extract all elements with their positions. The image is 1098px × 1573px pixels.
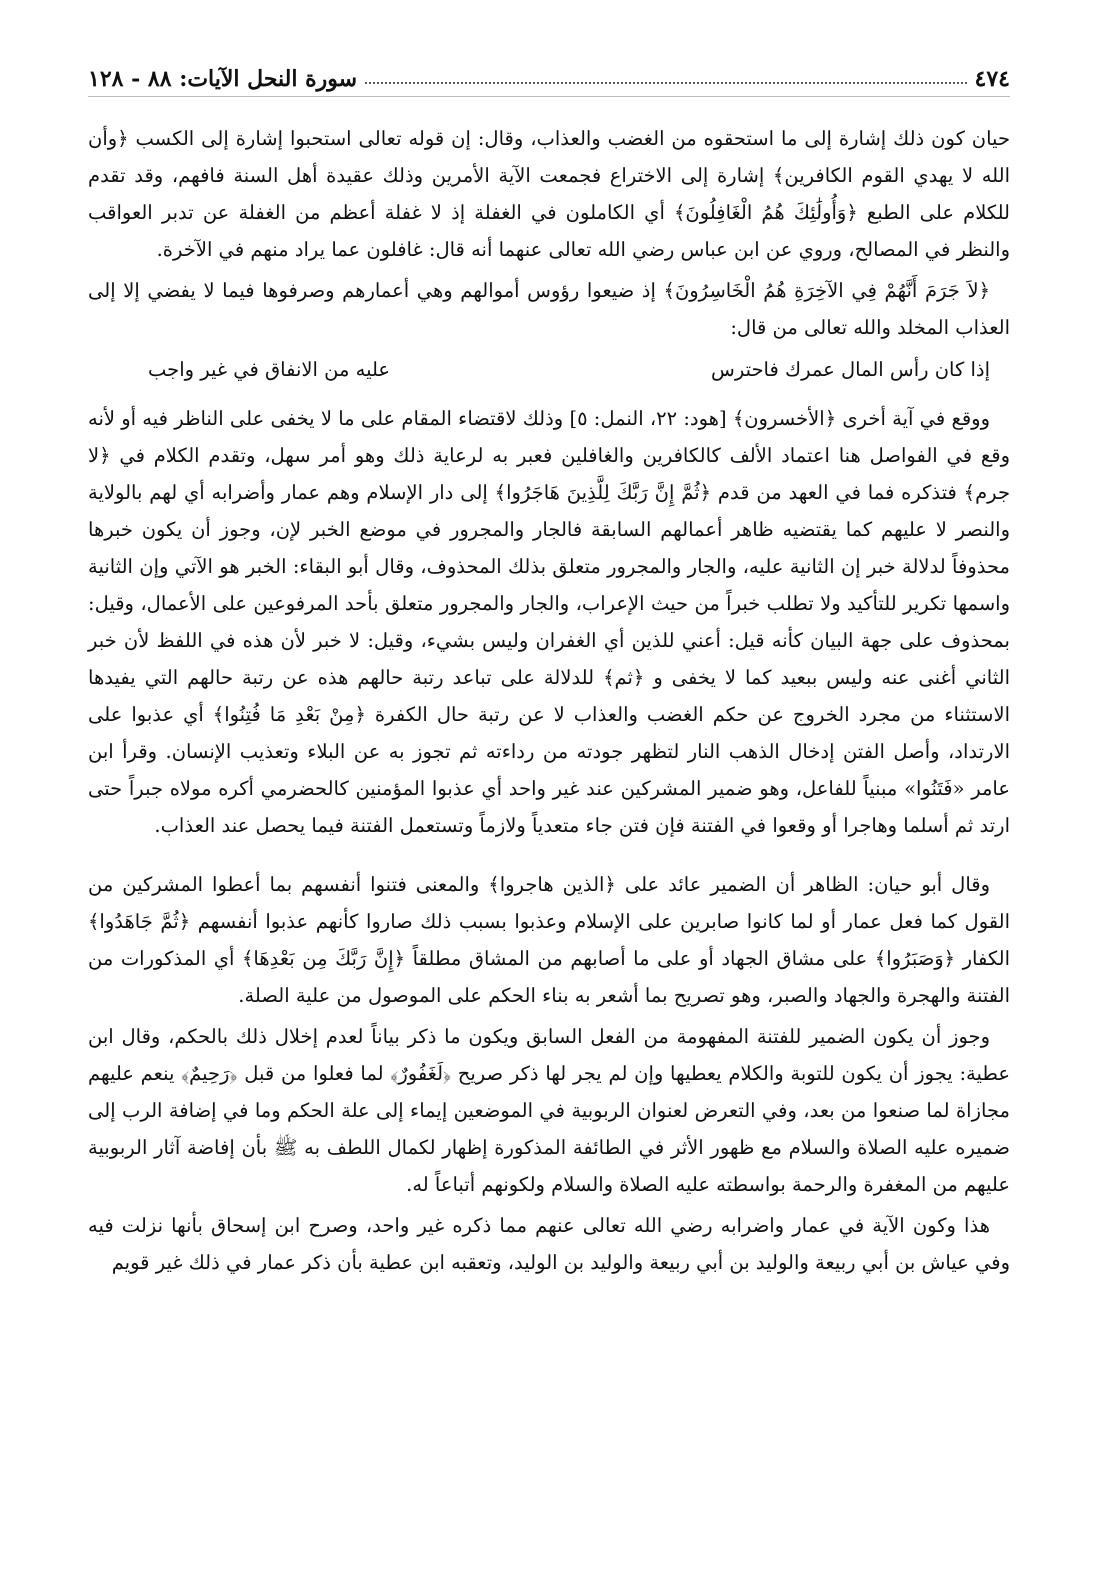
paragraph-1: حيان كون ذلك إشارة إلى ما استحقوه من الغضب والعذاب، وقال: إن قوله تعالى استحبوا إشارة إلى الكسب ﴿وأن الله لا يهدي القوم الكافرين﴾ إشارة إلى الاختراع فجمعت الآية الأمرين وذلك عقيدة أهل السنة فافهم، وقد تقدم للكلام على الطبع ﴿وَأُولَٰئِكَ هُمُ الْغَافِلُونَ﴾ أي الكاملون في الغفلة إذ لا غفلة أعظم من الغفلة عن تدبر العواقب والنظر في المصالح، وروي عن ابن عباس رضي الله تعالى عنهما أنه قال: غافلون عما يراد منهم في الآخرة. (88, 127, 1010, 261)
page-number: ٤٧٤ (974, 66, 1010, 92)
verse-second-hemistich: عليه من الانفاق في غير واجب (148, 358, 391, 381)
running-title: سورة النحل الآيات: ٨٨ - ١٢٨ (88, 66, 358, 92)
poetry-verse (148, 350, 990, 390)
page-body (88, 120, 1010, 1553)
page-header (88, 62, 1010, 97)
paragraph-3: ووقع في آية أخرى ﴿الأخسرون﴾ [هود: ٢٢، النمل: ٥] وذلك لاقتضاء المقام على ما لا يخفى على الناظر فيه أو لأنه وقع في الفواصل هنا اعتماد الألف كالكافرين والغافلين فعبر به لرعاية ذلك وهو أمر سهل، وتقدم الكلام في ﴿لا جرم﴾ فتذكره فما في العهد من قدم ﴿ثُمَّ إِنَّ رَبَّكَ لِلَّذِينَ هَاجَرُوا﴾ إلى دار الإسلام وهم عمار وأضرابه أي لهم بالولاية والنصر لا عليهم كما يقتضيه ظاهر أعمالهم السابقة فالجار والمجرور في موضع الخبر لإن، وجوز أن يكون خبرها محذوفاً لدلالة خبر إن الثانية عليه، والجار والمجرور متعلق بذلك المحذوف، وقال أبو البقاء: الخبر هو الآتي وإن الثانية واسمها تكرير للتأكيد ولا تطلب خبراً من حيث الإعراب، والجار والمجرور متعلق بأحد المرفوعين على الأعمال، وقيل: بمحذوف على جهة البيان كأنه قيل: أعني للذين أي الغفران وليس بشيء، وقيل: لا خبر لأن هذه في اللفظ لأن خبر الثاني أغنى عنه وليس ببعيد كما لا يخفى و ﴿ثم﴾ للدلالة على تباعد رتبة حالهم هذه عن رتبة حالهم التي يفيدها الاستثناء من مجرد الخروج عن حكم الغضب والعذاب لا عن رتبة حال الكفرة ﴿مِنْ بَعْدِ مَا فُتِنُوا﴾ أي عذبوا على الارتداد، وأصل الفتن إدخال الذهب النار لتظهر جودته من رداءته ثم تجوز به عن البلاء وتعذيب الإنسان. وقرأ ابن عامر «فَتَنُوا» مبنياً للفاعل، وهو ضمير المشركين عند غير واحد أي عذبوا المؤمنين كالحضرمي أكره مولاه جبراً حتى ارتد ثم أسلما وهاجرا أو وقعوا في الفتنة فإن فتن جاء متعدياً ولازماً وتستعمل الفتنة فيما يحصل عند العذاب. (88, 407, 1010, 837)
paragraph-5: وجوز أن يكون الضمير للفتنة المفهومة من الفعل السابق ويكون ما ذكر بياناً لعدم إخلال ذلك بالحكم، وقال ابن عطية: يجوز أن يكون للتوبة والكلام يعطيها وإن لم يجر لها ذكر صريح ﴿لَغَفُورٌ﴾ لما فعلوا من قبل ﴿رَحِيمٌ﴾ ينعم عليهم مجازاة لما صنعوا من بعد، وفي التعرض لعنوان الربوبية في الموضعين إيماء إلى علة الحكم وما في إضافة الرب إلى ضميره عليه الصلاة والسلام مع ظهور الأثر في الطائفة المذكورة إظهار لكمال اللطف به ﷺ بأن إفاضة آثار الربوبية عليهم من المغفرة والرحمة بواسطته عليه الصلاة والسلام ولكونهم أتباعاً له. (88, 1025, 1010, 1196)
paragraph-4: وقال أبو حيان: الظاهر أن الضمير عائد على ﴿الذين هاجروا﴾ والمعنى فتنوا أنفسهم بما أعطوا المشركين من القول كما فعل عمار أو لما كانوا صابرين على الإسلام وعذبوا بسبب ذلك صاروا كأنهم عذبوا أنفسهم ﴿ثُمَّ جَاهَدُوا﴾ الكفار ﴿وَصَبَرُوا﴾ على مشاق الجهاد أو على ما أصابهم من المشاق مطلقاً ﴿إِنَّ رَبَّكَ مِن بَعْدِهَا﴾ أي المذكورات من الفتنة والهجرة والجهاد والصبر، وهو تصريح بما أشعر به بناء الحكم على الموصول من علية الصلة. (88, 873, 1010, 1007)
verse-first-hemistich: إذا كان رأس المال عمرك فاحترس (711, 358, 990, 381)
paragraph-2: ﴿لاَ جَرَمَ أَنَّهُمْ فِي الآخِرَةِ هُمُ الْخَاسِرُونَ﴾ إذ ضيعوا رؤوس أموالهم وهي أعمارهم وصرفوها فيما لا يفضي إلا إلى العذاب المخلد والله تعالى من قال: (88, 279, 1010, 339)
header-dot-leader (365, 82, 966, 84)
paragraph-6: هذا وكون الآية في عمار واضرابه رضي الله تعالى عنهم مما ذكره غير واحد، وصرح ابن إسحاق بأنها نزلت فيه وفي عياش بن أبي ربيعة والوليد بن أبي ربيعة والوليد بن الوليد، وتعقبه ابن عطية بأن ذكر عمار في ذلك غير قويم (88, 1214, 1010, 1274)
